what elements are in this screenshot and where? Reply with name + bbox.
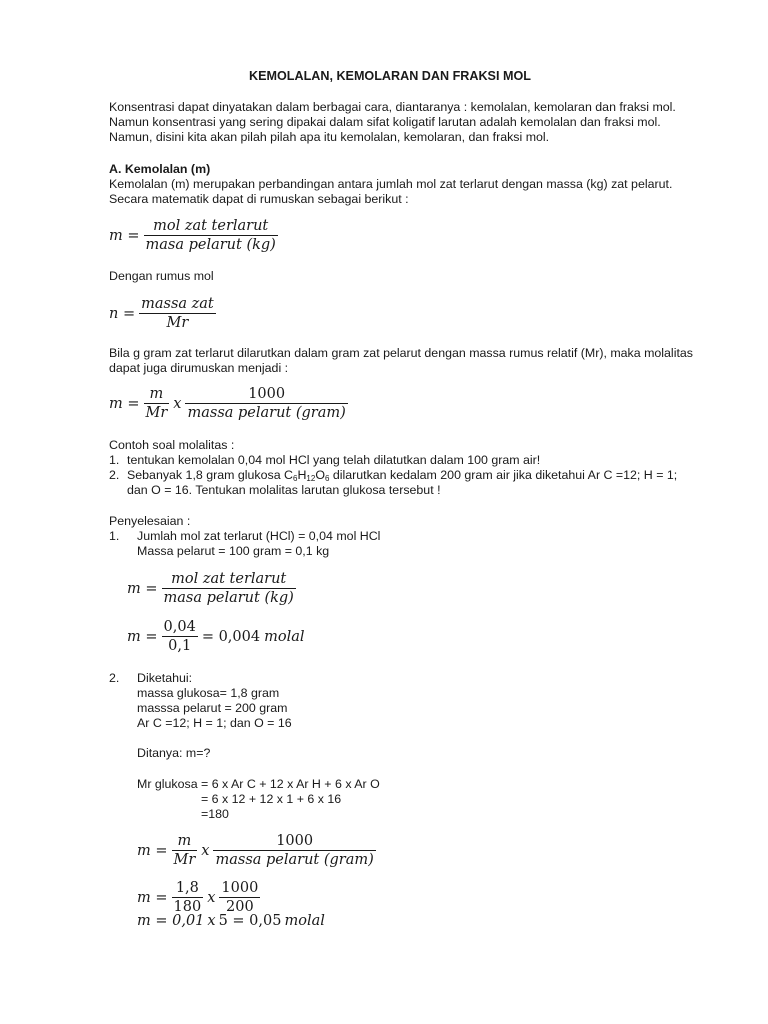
formula-fraction	[144, 386, 170, 421]
fraction-denominator: masa pelarut (kg)	[163, 590, 294, 606]
times-operator: x	[201, 842, 210, 859]
formula-molality-gram	[109, 386, 348, 421]
fraction-denominator: 0,1	[162, 636, 198, 654]
description-line: Secara matematik dapat di rumuskan sebagai berikut :	[109, 192, 409, 206]
mr-line: =180	[201, 807, 229, 821]
formula-lhs: m =	[109, 227, 140, 244]
formula-lhs: m =	[127, 628, 158, 645]
intro-line: Konsentrasi dapat dinyatakan dalam berbagai cara, diantaranya : kemolalan, kemolaran dan fraksi mol.	[109, 100, 676, 114]
solution-number: 1.	[109, 529, 120, 543]
solution-line: Jumlah mol zat terlarut (HCl) = 0,04 mol HCl	[137, 529, 381, 543]
fraction-numerator: mol zat terlarut	[153, 218, 269, 234]
solution-formula	[137, 833, 376, 868]
times-operator: x	[207, 889, 216, 906]
fraction-numerator: m	[149, 386, 164, 402]
solution-formula	[127, 571, 296, 606]
known-line: Ar C =12; H = 1; dan O = 16	[137, 716, 292, 730]
formula-unit: molal	[284, 913, 325, 929]
fraction-denominator: masa pelarut (kg)	[145, 237, 276, 253]
formula-unit: molal	[264, 628, 305, 645]
formula-result: 5 = 0,05	[218, 913, 282, 929]
fraction-numerator: 1000	[248, 386, 286, 402]
formula-lhs: m = 0,01	[137, 913, 205, 929]
fraction-denominator: Mr	[139, 313, 216, 331]
fraction-denominator: 200	[219, 897, 260, 915]
formula-lhs: n =	[109, 305, 136, 322]
page-title: KEMOLALAN, KEMOLARAN DAN FRAKSI MOL	[249, 69, 531, 83]
formula-lhs: m =	[137, 889, 168, 906]
known-line: massa glukosa= 1,8 gram	[137, 686, 280, 700]
times-operator: x	[207, 913, 216, 929]
solution-number: 2.	[109, 671, 120, 685]
fraction-numerator: mol zat terlarut	[171, 571, 287, 587]
section-heading: A. Kemolalan (m)	[109, 162, 211, 176]
bila-paragraph	[109, 346, 693, 376]
solution-label: Penyelesaian :	[109, 514, 191, 528]
formula-fraction	[172, 833, 198, 868]
known-line: Diketahui:	[137, 671, 193, 685]
times-operator: x	[173, 395, 182, 412]
formula-lhs: m =	[127, 580, 158, 597]
section-description	[109, 177, 672, 207]
fraction-denominator: massa pelarut (gram)	[187, 405, 346, 421]
solution-line: Massa pelarut = 100 gram = 0,1 kg	[137, 544, 330, 558]
paragraph-line: Bila g gram zat terlarut dilarutkan dalam gram zat pelarut dengan massa rumus relatif (Mr), maka molalitas	[109, 346, 693, 360]
formula-fraction	[185, 386, 347, 421]
formula-fraction	[213, 833, 375, 868]
element-symbol: H	[297, 468, 307, 482]
formula-lhs: m =	[137, 842, 168, 859]
fraction-numerator: m	[177, 833, 192, 849]
intro-line: Namun konsentrasi yang sering dipakai dalam sifat koligatif larutan adalah kemolalan dan fraksi mol.	[109, 115, 661, 129]
formula-fraction	[162, 619, 198, 654]
example-text: dan O = 16. Tentukan molalitas larutan glukosa tersebut !	[127, 483, 441, 497]
description-line: Kemolalan (m) merupakan perbandingan antara jumlah mol zat terlarut dengan massa (kg) zat pelarut.	[109, 177, 673, 191]
example-text-part: Sebanyak 1,8 gram glukosa C	[127, 468, 293, 482]
subscript: 6	[324, 474, 330, 483]
fraction-numerator: 1,8	[175, 880, 199, 896]
formula-result: = 0,004	[201, 628, 261, 645]
solution-formula-result	[137, 913, 325, 929]
example-number: 2.	[109, 468, 120, 482]
formula-lhs: m =	[109, 395, 140, 412]
fraction-denominator: Mr	[173, 852, 196, 868]
formula-fraction	[139, 296, 216, 331]
mr-line: Mr glukosa = 6 x Ar C + 12 x Ar H + 6 x Ar O	[137, 777, 380, 791]
paragraph-line: dapat juga dirumuskan menjadi :	[109, 361, 289, 375]
solution-text	[137, 529, 380, 559]
element-symbol: O	[315, 468, 325, 482]
mr-line: = 6 x 12 + 12 x 1 + 6 x 16	[201, 792, 342, 806]
example-text: tentukan kemolalan 0,04 mol HCl yang telah dilatutkan dalam 100 gram air!	[127, 453, 541, 467]
formula-fraction	[144, 218, 278, 253]
intro-line: Namun, disini kita akan pilah pilah apa itu kemolalan, kemolaran, dan fraksi mol.	[109, 130, 550, 144]
example-label: Contoh soal molalitas :	[109, 438, 235, 452]
solution-formula	[137, 880, 260, 915]
fraction-denominator: 180	[173, 899, 202, 915]
fraction-denominator: massa pelarut (gram)	[215, 852, 374, 868]
subscript: 12	[306, 474, 316, 483]
formula-fraction	[219, 880, 260, 915]
fraction-denominator: Mr	[145, 405, 168, 421]
solution-formula	[127, 619, 305, 654]
mol-label: Dengan rumus mol	[109, 269, 214, 283]
subscript: 6	[293, 474, 298, 483]
example-text	[127, 468, 677, 483]
asked-line: Ditanya: m=?	[137, 746, 211, 760]
known-line: masssa pelarut = 200 gram	[137, 701, 288, 715]
fraction-numerator: 1000	[276, 833, 314, 849]
fraction-numerator: 1000	[221, 880, 259, 896]
formula-fraction	[162, 571, 296, 606]
example-text-part: dilarutkan kedalam 200 gram air jika diketahui Ar C =12; H = 1;	[329, 468, 678, 482]
intro-paragraph	[109, 100, 676, 145]
formula-fraction	[172, 880, 204, 915]
fraction-numerator: massa zat	[141, 296, 214, 312]
formula-mol	[109, 296, 216, 331]
fraction-numerator: 0,04	[163, 619, 196, 635]
example-number: 1.	[109, 453, 120, 467]
formula-molality	[109, 218, 278, 253]
known-values	[137, 671, 292, 731]
